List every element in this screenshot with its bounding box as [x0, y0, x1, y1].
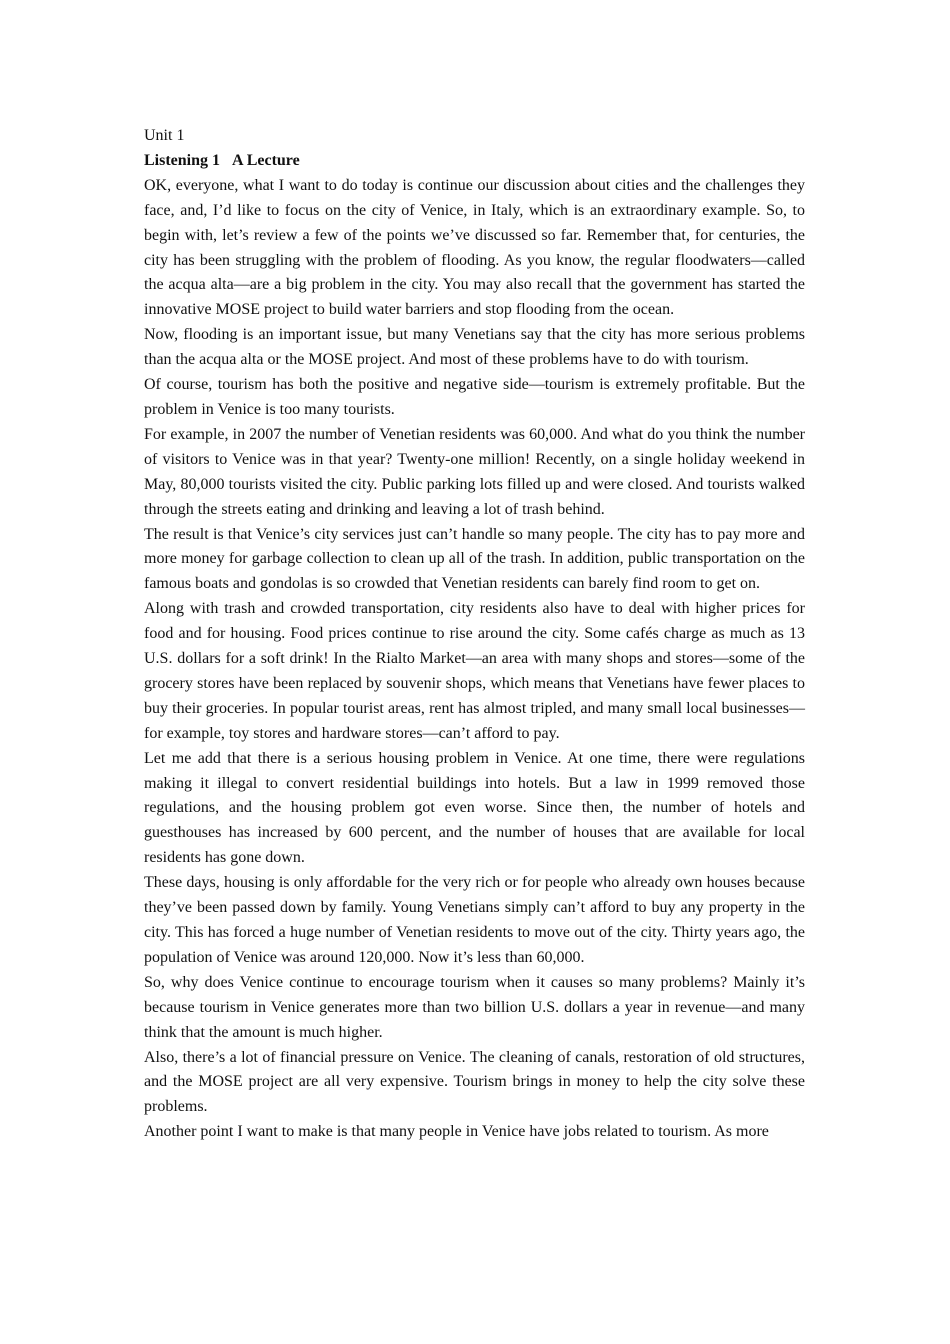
section-heading — [144, 149, 805, 174]
paragraph: Of course, tourism has both the positive and negative side—tourism is extremely profitable. But the problem in Venice is too many tourists. — [144, 376, 805, 418]
paragraph: So, why does Venice continue to encourage tourism when it causes so many problems? Mainly it’s because tourism in Venice generates more than two billion U.S. dollars a year in revenue—and many think that the amount is much higher. — [144, 973, 805, 1041]
heading-part: Listening 1 — [144, 151, 221, 169]
paragraph: Along with trash and crowded transportation, city residents also have to deal with higher prices for food and for housing. Food prices continue to rise around the city. Some cafés charge as much as 13 U.S. dollars for a soft drink! In the Rialto Market—an area with many shops and stores—some of the grocery stores have been replaced by souvenir shops, which means that Venetians have fewer places to buy their groceries. In popular tourist areas, rent has almost tripled, and many small local businesses—for example, toy stores and hardware stores—can’t afford to pay. — [144, 600, 805, 742]
paragraph: For example, in 2007 the number of Venetian residents was 60,000. And what do you think the number of visitors to Venice was in that year? Twenty-one million! Recently, on a single holiday weekend in May, 80,000 tourists visited the city. Public parking lots filled up and were closed. And tourists walked through the streets eating and drinking and leaving a lot of trash behind. — [144, 425, 805, 518]
paragraph: Also, there’s a lot of financial pressure on Venice. The cleaning of canals, restoration of old structures, and the MOSE project are all very expensive. Tourism brings in money to help the city solve these problems. — [144, 1048, 805, 1116]
paragraph: Another point I want to make is that many people in Venice have jobs related to tourism. As more — [144, 1123, 769, 1141]
paragraph: The result is that Venice’s city services just can’t handle so many people. The city has to pay more and more money for garbage collection to clean up all of the trash. In addition, public transportation on the famous boats and gondolas is so crowded that Venetian residents can barely find room to get on. — [144, 525, 805, 593]
document-page — [144, 124, 805, 1145]
paragraph: Now, flooding is an important issue, but many Venetians say that the city has more serious problems than the acqua alta or the MOSE project. And most of these problems have to do with tourism. — [144, 326, 805, 369]
paragraph: Let me add that there is a serious housing problem in Venice. At one time, there were regulations making it illegal to convert residential buildings into hotels. But a law in 1999 removed those regulations, and the housing problem got even worse. Since then, the number of hotels and guesthouses has increased by 600 percent, and the number of houses that are available for local residents has gone down. — [144, 749, 805, 867]
unit-label: Unit 1 — [144, 127, 185, 144]
paragraph: These days, housing is only affordable for the very rich or for people who already own houses because they’ve been passed down by family. Young Venetians simply can’t afford to buy any property in the city. This has forced a huge number of Venetian residents to move out of the city. Thirty years ago, the population of Venice was around 120,000. Now it’s less than 60,000. — [144, 874, 805, 966]
paragraph: OK, everyone, what I want to do today is continue our discussion about cities and the challenges they face, and, I’d like to focus on the city of Venice, in Italy, which is an extraordinary example. So, to begin with, let’s review a few of the points we’ve discussed so far. Remember that, for centuries, the city has been struggling with the problem of flooding. As you know, the regular floodwaters—called the acqua alta—are a big problem in the city. You may also recall that the government has started the innovative MOSE project to build water barriers and stop flooding from the ocean. — [144, 176, 805, 319]
heading-title: A Lecture — [232, 151, 300, 169]
